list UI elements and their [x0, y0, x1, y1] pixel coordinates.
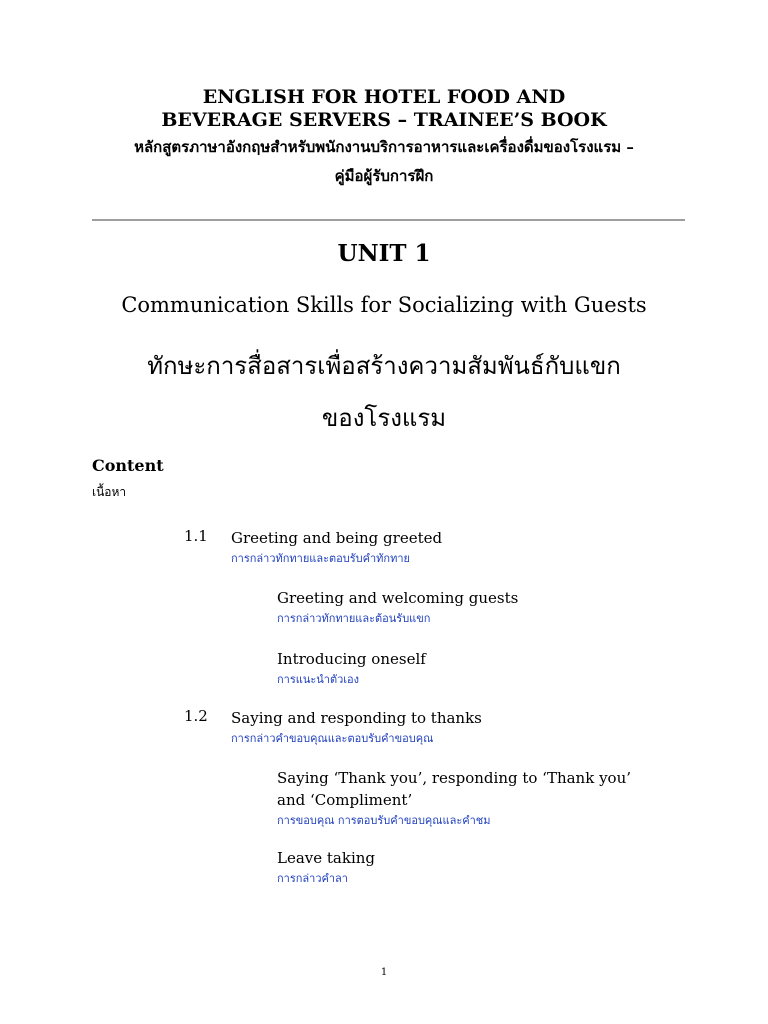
book-title-block: [0, 86, 768, 190]
section-item: [231, 707, 482, 747]
section-number: 1.2: [184, 707, 208, 725]
section-title-thai: การกล่าวทักทายและตอบรับคำทักทาย: [231, 552, 410, 565]
content-heading: Content: [92, 456, 164, 475]
page-number: 1: [380, 967, 388, 978]
unit-label: UNIT 1: [337, 240, 431, 267]
subsection-title-line1: Saying ‘Thank you’, responding to ‘Thank you’: [277, 769, 632, 787]
content-heading-thai: เนื้อหา: [92, 485, 127, 499]
unit-title-thai: [0, 340, 768, 444]
header-divider: [92, 219, 685, 221]
book-title-thai-line2: คู่มือผู้รับการฝึก: [334, 167, 434, 185]
unit-title-thai-line1: ทักษะการสื่อสารเพื่อสร้างความสัมพันธ์กับแขก: [147, 352, 621, 380]
subsection-title-thai: การกล่าวคำลา: [277, 872, 348, 885]
unit-title-english: Communication Skills for Socializing with Guests: [121, 293, 647, 317]
subsection-title-line2: and ‘Compliment’: [277, 791, 413, 809]
subsection-title-thai: การกล่าวทักทายและต้อนรับแขก: [277, 612, 431, 625]
book-title-line1: ENGLISH FOR HOTEL FOOD AND: [202, 86, 566, 108]
section-title-thai: การกล่าวคำขอบคุณและตอบรับคำขอบคุณ: [231, 732, 434, 745]
subsection-item: [277, 767, 631, 829]
section-title: Saying and responding to thanks: [231, 709, 482, 727]
section-title: Greeting and being greeted: [231, 529, 443, 547]
subsection-item: [277, 587, 518, 627]
book-title-thai-line1: หลักสูตรภาษาอังกฤษสำหรับพนักงานบริการอาหารและเครื่องดื่มของโรงแรม –: [134, 138, 634, 156]
subsection-title-thai: การแนะนำตัวเอง: [277, 673, 360, 686]
section-number: 1.1: [184, 527, 208, 545]
section-item: [231, 527, 442, 567]
unit-title-thai-line2: ของโรงแรม: [321, 404, 447, 432]
subsection-item: [277, 648, 426, 688]
subsection-title: Leave taking: [277, 849, 376, 867]
subsection-title: Introducing oneself: [277, 650, 426, 668]
book-title-line2: BEVERAGE SERVERS – TRAINEE’S BOOK: [161, 109, 607, 131]
subsection-item: [277, 847, 375, 887]
subsection-title-thai: การขอบคุณ การตอบรับคำขอบคุณและคำชม: [277, 814, 491, 827]
subsection-title: Greeting and welcoming guests: [277, 589, 519, 607]
